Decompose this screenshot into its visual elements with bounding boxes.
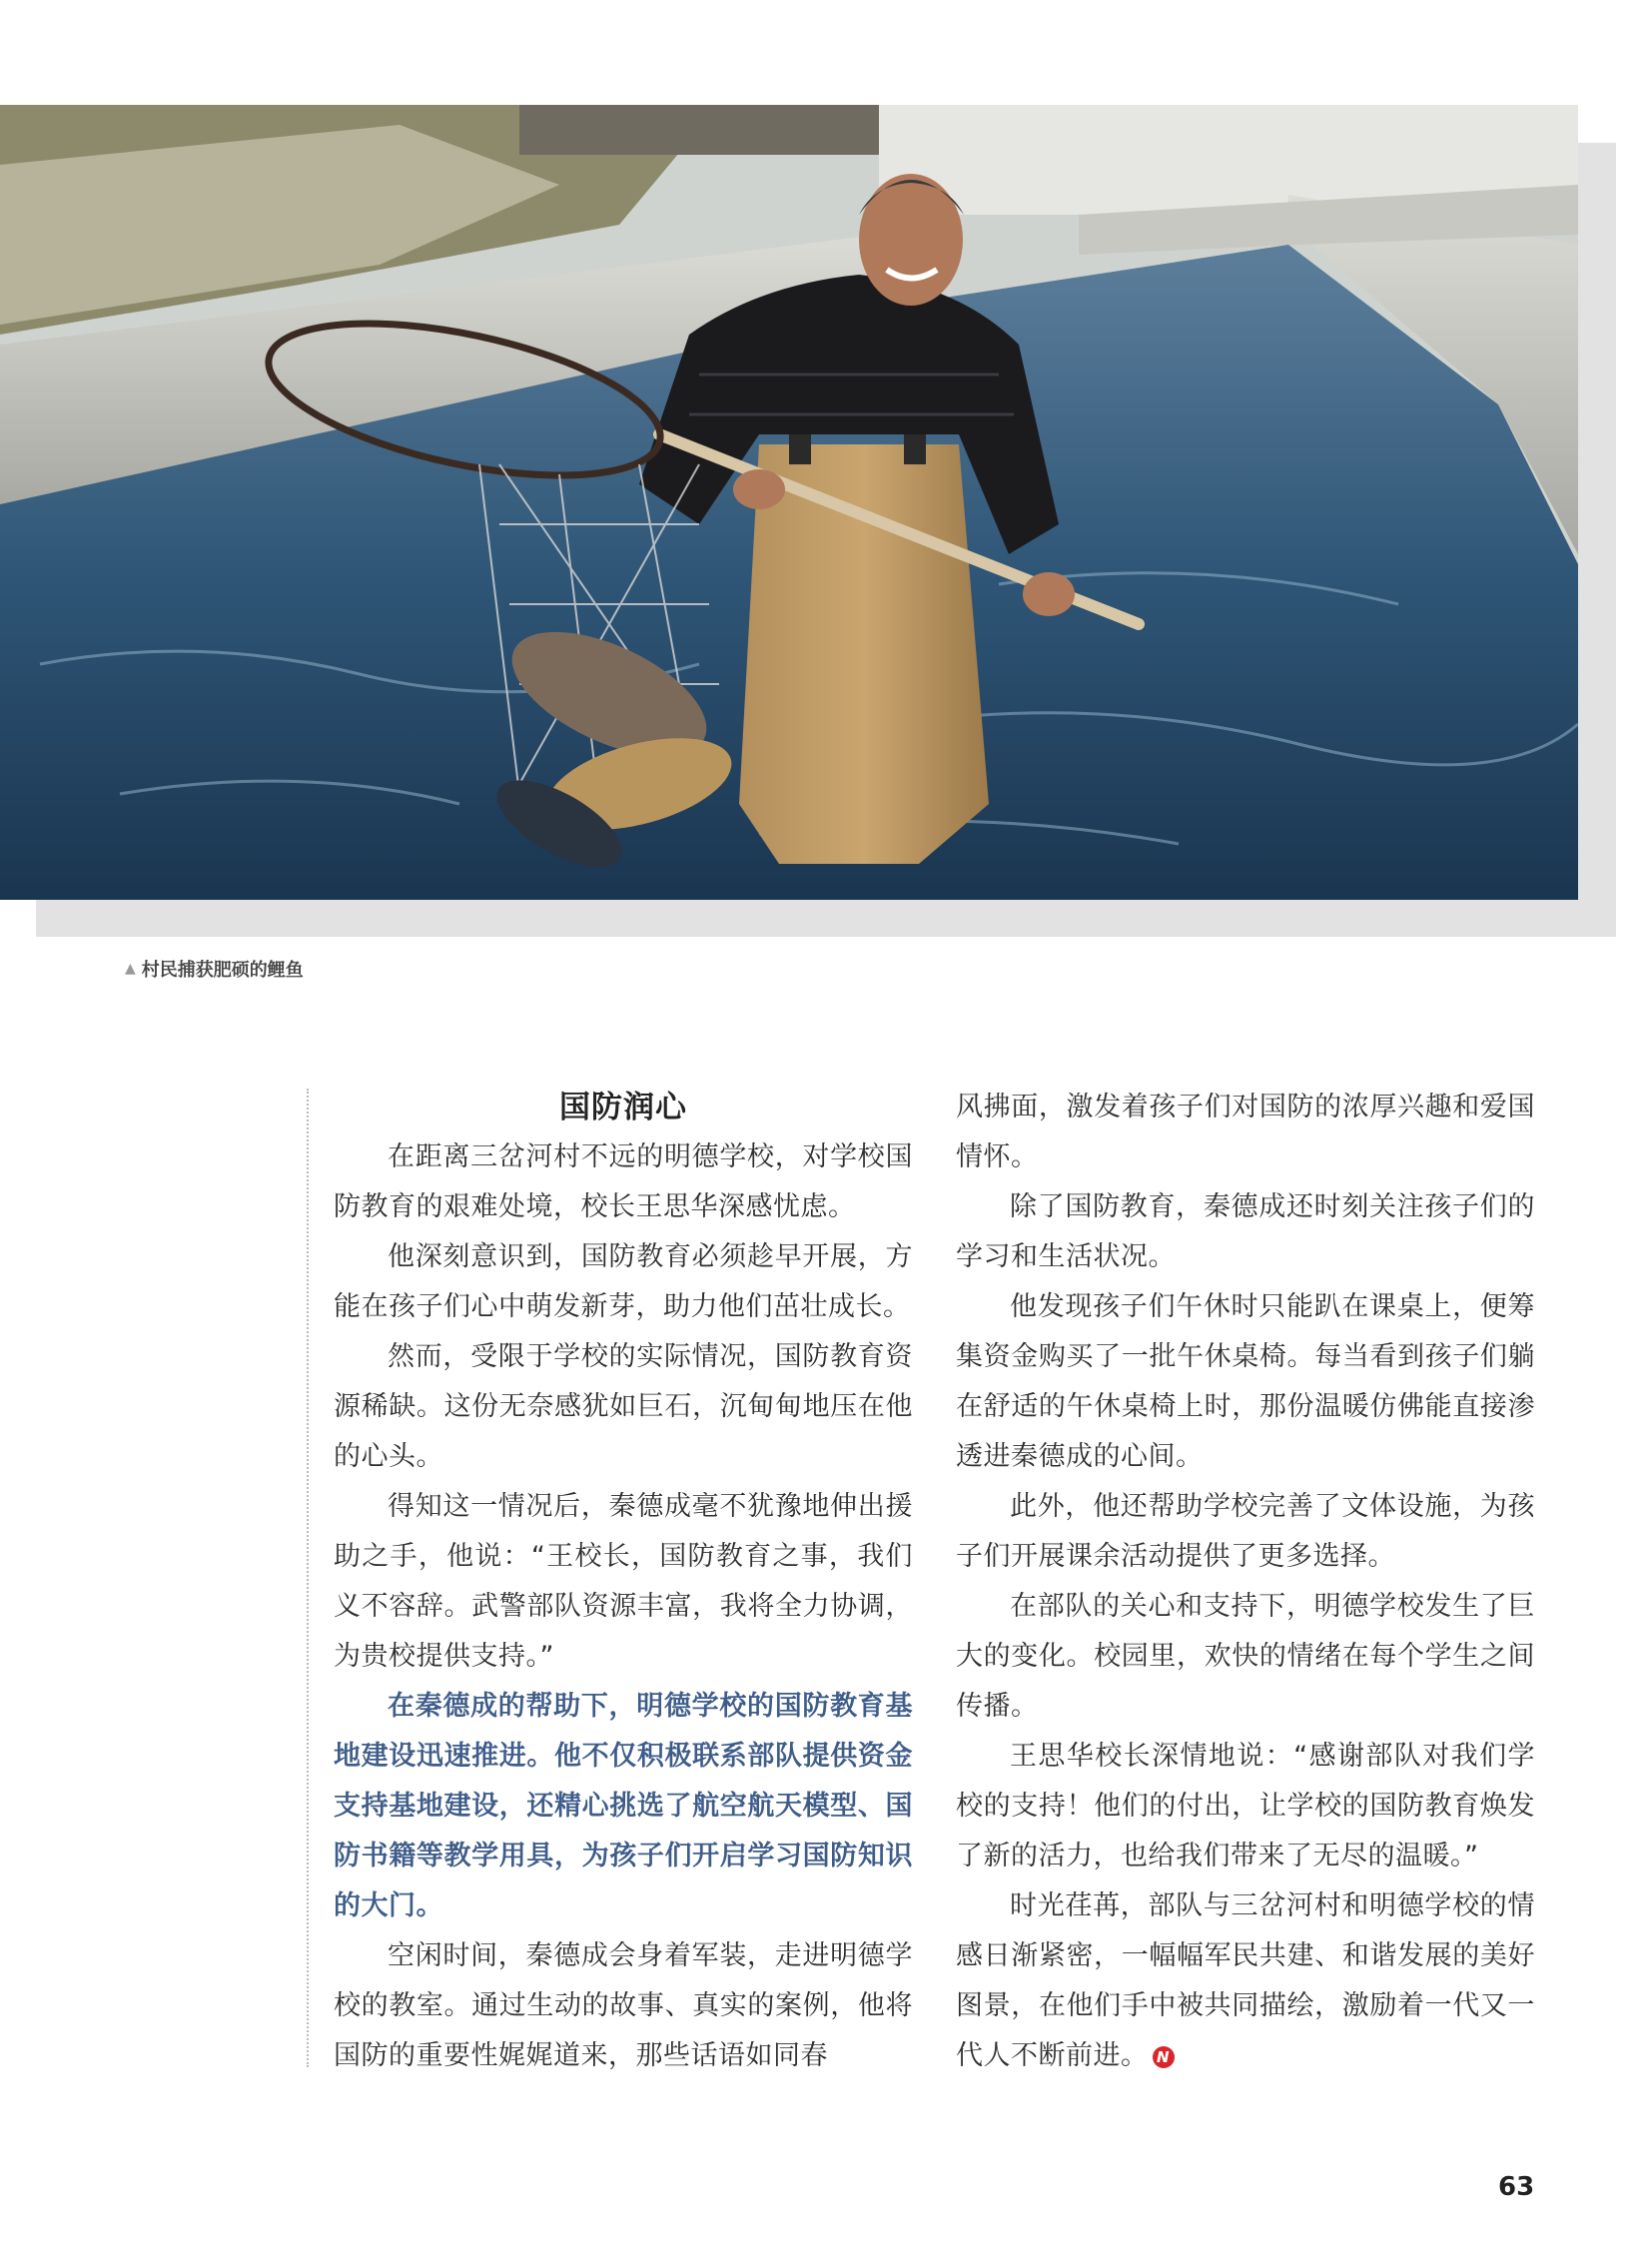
paragraph: 除了国防教育，秦德成还时刻关注孩子们的学习和生活状况。: [956, 1191, 1535, 1272]
final-paragraph-text: 时光荏苒，部队与三岔河村和明德学校的情感日渐紧密，一幅幅军民共建、和谐发展的美好图景，在他们手中被共同描绘，激励着一代又一代人不断前进。: [956, 1890, 1535, 2071]
fisherman-photo-illustration: [0, 105, 1578, 900]
article-left-column: [334, 1083, 913, 2081]
paragraph: 在距离三岔河村不远的明德学校，对学校国防教育的艰难处境，校长王思华深感忧虑。: [334, 1141, 913, 1222]
final-paragraph: [956, 1881, 1535, 2081]
paragraph: 空闲时间，秦德成会身着军装，走进明德学校的教室。通过生动的故事、真实的案例，他将国防的重要性娓娓道来，那些话语如同春: [334, 1940, 913, 2071]
feature-photo: [0, 105, 1578, 900]
caption-text: 村民捕获肥硕的鲤鱼: [141, 960, 304, 981]
paragraph: 此外，他还帮助学校完善了文体设施，为孩子们开展课余活动提供了更多选择。: [956, 1491, 1535, 1572]
column-rule: [307, 1089, 309, 2067]
paragraph-continuation: 风拂面，激发着孩子们对国防的浓厚兴趣和爱国情怀。: [956, 1092, 1535, 1172]
paragraph: 在部队的关心和支持下，明德学校发生了巨大的变化。校园里，欢快的情绪在每个学生之间传播。: [956, 1591, 1535, 1722]
paragraph: 然而，受限于学校的实际情况，国防教育资源稀缺。这份无奈感犹如巨石，沉甸甸地压在他的心头。: [334, 1341, 913, 1472]
article-right-column: [956, 1083, 1535, 2081]
page-number: 63: [1498, 2172, 1535, 2202]
photo-caption: [125, 954, 304, 984]
article-end-icon: N: [1153, 2046, 1175, 2068]
caption-triangle-icon: ▲: [125, 961, 136, 977]
paragraph: 他发现孩子们午休时只能趴在课桌上，便筹集资金购买了一批午休桌椅。每当看到孩子们躺在舒适的午休桌椅上时，那份温暖仿佛能直接渗透进秦德成的心间。: [956, 1291, 1535, 1472]
paragraph: 他深刻意识到，国防教育必须趁早开展，方能在孩子们心中萌发新芽，助力他们茁壮成长。: [334, 1241, 913, 1322]
highlight-paragraph: 在秦德成的帮助下，明德学校的国防教育基地建设迅速推进。他不仅积极联系部队提供资金支持基地建设，还精心挑选了航空航天模型、国防书籍等教学用具，为孩子们开启学习国防知识的大门。: [334, 1691, 913, 1921]
paragraph: 王思华校长深情地说：“感谢部队对我们学校的支持！他们的付出，让学校的国防教育焕发了新的活力，也给我们带来了无尽的温暖。”: [956, 1741, 1535, 1871]
paragraph: 得知这一情况后，秦德成毫不犹豫地伸出援助之手，他说：“王校长，国防教育之事，我们义不容辞。武警部队资源丰富，我将全力协调，为贵校提供支持。”: [334, 1491, 913, 1672]
section-title: 国防润心: [559, 1090, 687, 1125]
